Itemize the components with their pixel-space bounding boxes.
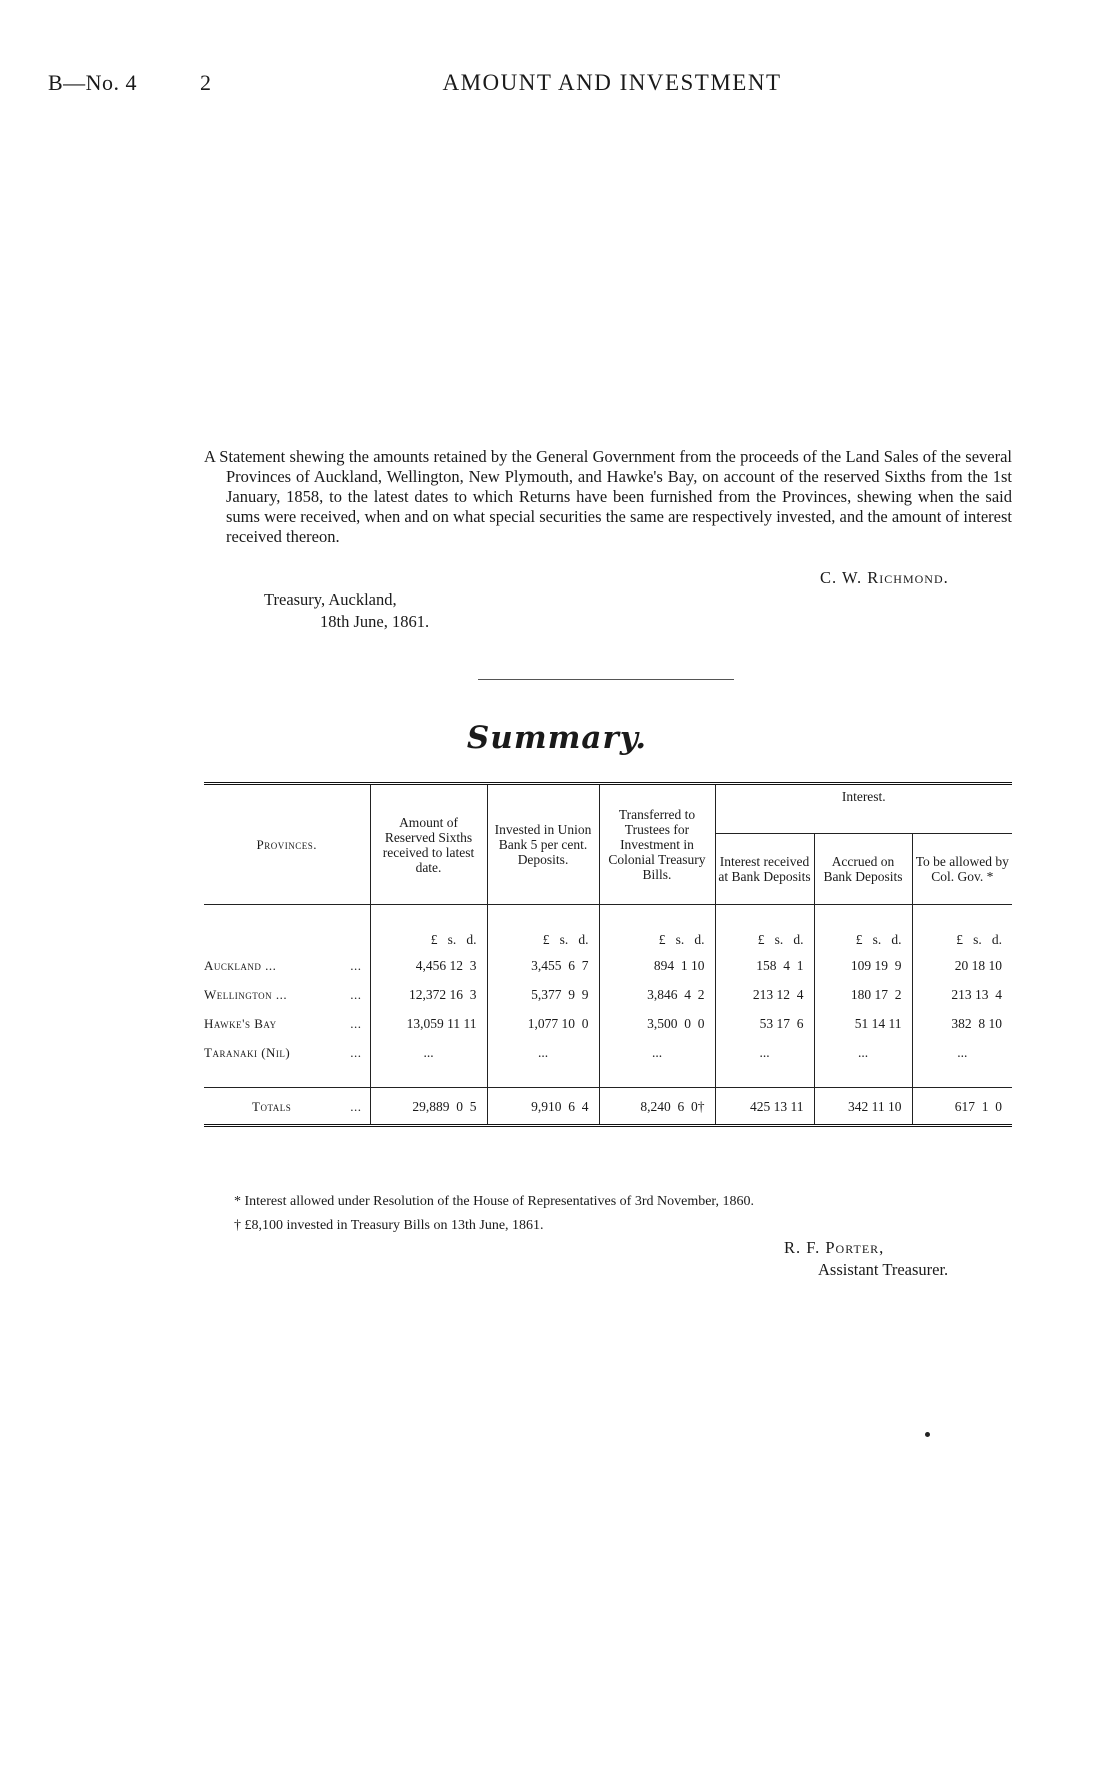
total-int-allowed: 617 1 0 xyxy=(912,1088,1012,1126)
cell-int-accrued: 109 19 9 xyxy=(814,951,912,980)
cell-union: 5,377 9 9 xyxy=(487,980,599,1009)
summary-heading: Summary. xyxy=(466,720,648,756)
province-name: Auckland ... xyxy=(204,958,277,973)
totals-label: Totals xyxy=(252,1098,292,1114)
cell-int-accrued: 51 14 11 xyxy=(814,1009,912,1038)
document-reference: B—No. 4 xyxy=(48,70,138,95)
header-interest-received: Interest received at Bank Deposits xyxy=(715,834,814,905)
row-dots: ... xyxy=(350,958,362,973)
row-dots: ... xyxy=(350,1045,362,1060)
cell-int-received: 213 12 4 xyxy=(715,980,814,1009)
unit-label: £ s. d. xyxy=(814,905,912,952)
page-title: AMOUNT AND INVESTMENT xyxy=(442,70,782,95)
summary-table-container xyxy=(204,782,1012,1127)
summary-table xyxy=(204,782,1012,1127)
cell-trustees: 3,846 4 2 xyxy=(599,980,715,1009)
cell-int-received: 158 4 1 xyxy=(715,951,814,980)
spacer-row xyxy=(204,1067,1012,1088)
unit-label: £ s. d. xyxy=(370,905,487,952)
unit-label: £ s. d. xyxy=(715,905,814,952)
statement-paragraph: A Statement shewing the amounts retained by the General Government from the proceeds of the Land Sales of the several Provinces of Auckland, Wellington, New Plymouth, and Hawke's Bay, on account of the reserved Sixths from the 1st January, 1858, to the latest dates to which Returns have been furnished from the Provinces, shewing when the said sums were received, when and on what special securities the same are respectively invested, and the amount of interest received thereon. xyxy=(204,447,1012,546)
cell-reserved: 12,372 16 3 xyxy=(370,980,487,1009)
unit-label: £ s. d. xyxy=(599,905,715,952)
cell-union: ... xyxy=(487,1038,599,1067)
header-interest: Interest. xyxy=(715,784,1012,834)
footnote-star: * Interest allowed under Resolution of the House of Representatives of 3rd November, 1860. xyxy=(234,1194,755,1209)
table-row-auckland xyxy=(204,951,1012,980)
province-name: Taranaki (Nil) xyxy=(204,1045,291,1060)
header-interest-accrued: Accrued on Bank Deposits xyxy=(814,834,912,905)
total-trustees: 8,240 6 0† xyxy=(599,1088,715,1126)
cell-int-allowed: 20 18 10 xyxy=(912,951,1012,980)
total-union: 9,910 6 4 xyxy=(487,1088,599,1126)
cell-reserved: ... xyxy=(370,1038,487,1067)
table-row-totals xyxy=(204,1088,1012,1126)
cell-trustees: 894 1 10 xyxy=(599,951,715,980)
unit-label: £ s. d. xyxy=(912,905,1012,952)
cell-reserved: 4,456 12 3 xyxy=(370,951,487,980)
cell-int-allowed: ... xyxy=(912,1038,1012,1067)
total-reserved: 29,889 0 5 xyxy=(370,1088,487,1126)
row-dots: ... xyxy=(350,1016,362,1031)
table-row-wellington xyxy=(204,980,1012,1009)
header-union-bank: Invested in Union Bank 5 per cent. Deposits. xyxy=(487,784,599,905)
cell-reserved: 13,059 11 11 xyxy=(370,1009,487,1038)
row-dots: ... xyxy=(350,1098,362,1114)
table-row-taranaki xyxy=(204,1038,1012,1067)
page-number: 2 xyxy=(200,70,211,95)
cell-int-accrued: ... xyxy=(814,1038,912,1067)
header-provinces: Provinces. xyxy=(204,784,370,905)
province-name: Hawke's Bay xyxy=(204,1016,277,1031)
ink-speck xyxy=(925,1432,930,1437)
cell-int-received: 53 17 6 xyxy=(715,1009,814,1038)
header-reserved-sixths: Amount of Reserved Sixths received to latest date. xyxy=(370,784,487,905)
header-interest-allowed: To be allowed by Col. Gov. * xyxy=(912,834,1012,905)
cell-int-allowed: 382 8 10 xyxy=(912,1009,1012,1038)
cell-int-accrued: 180 17 2 xyxy=(814,980,912,1009)
cell-int-allowed: 213 13 4 xyxy=(912,980,1012,1009)
row-dots: ... xyxy=(350,987,362,1002)
unit-label: £ s. d. xyxy=(487,905,599,952)
header-trustees: Transferred to Trustees for Investment in Colonial Treasury Bills. xyxy=(599,784,715,905)
statement-signature: C. W. Richmond. xyxy=(820,568,949,587)
cell-union: 3,455 6 7 xyxy=(487,951,599,980)
table-row-hawkes-bay xyxy=(204,1009,1012,1038)
section-divider xyxy=(478,679,734,680)
treasurer-signature: R. F. Porter, xyxy=(784,1238,885,1257)
cell-trustees: ... xyxy=(599,1038,715,1067)
cell-int-received: ... xyxy=(715,1038,814,1067)
cell-union: 1,077 10 0 xyxy=(487,1009,599,1038)
statement-date: 18th June, 1861. xyxy=(320,612,430,631)
statement-place: Treasury, Auckland, xyxy=(264,590,397,609)
treasurer-title: Assistant Treasurer. xyxy=(818,1260,949,1279)
cell-trustees: 3,500 0 0 xyxy=(599,1009,715,1038)
total-int-accrued: 342 11 10 xyxy=(814,1088,912,1126)
total-int-received: 425 13 11 xyxy=(715,1088,814,1126)
units-row xyxy=(204,905,1012,952)
footnote-dagger: † £8,100 invested in Treasury Bills on 13th June, 1861. xyxy=(234,1218,544,1233)
province-name: Wellington ... xyxy=(204,987,288,1002)
